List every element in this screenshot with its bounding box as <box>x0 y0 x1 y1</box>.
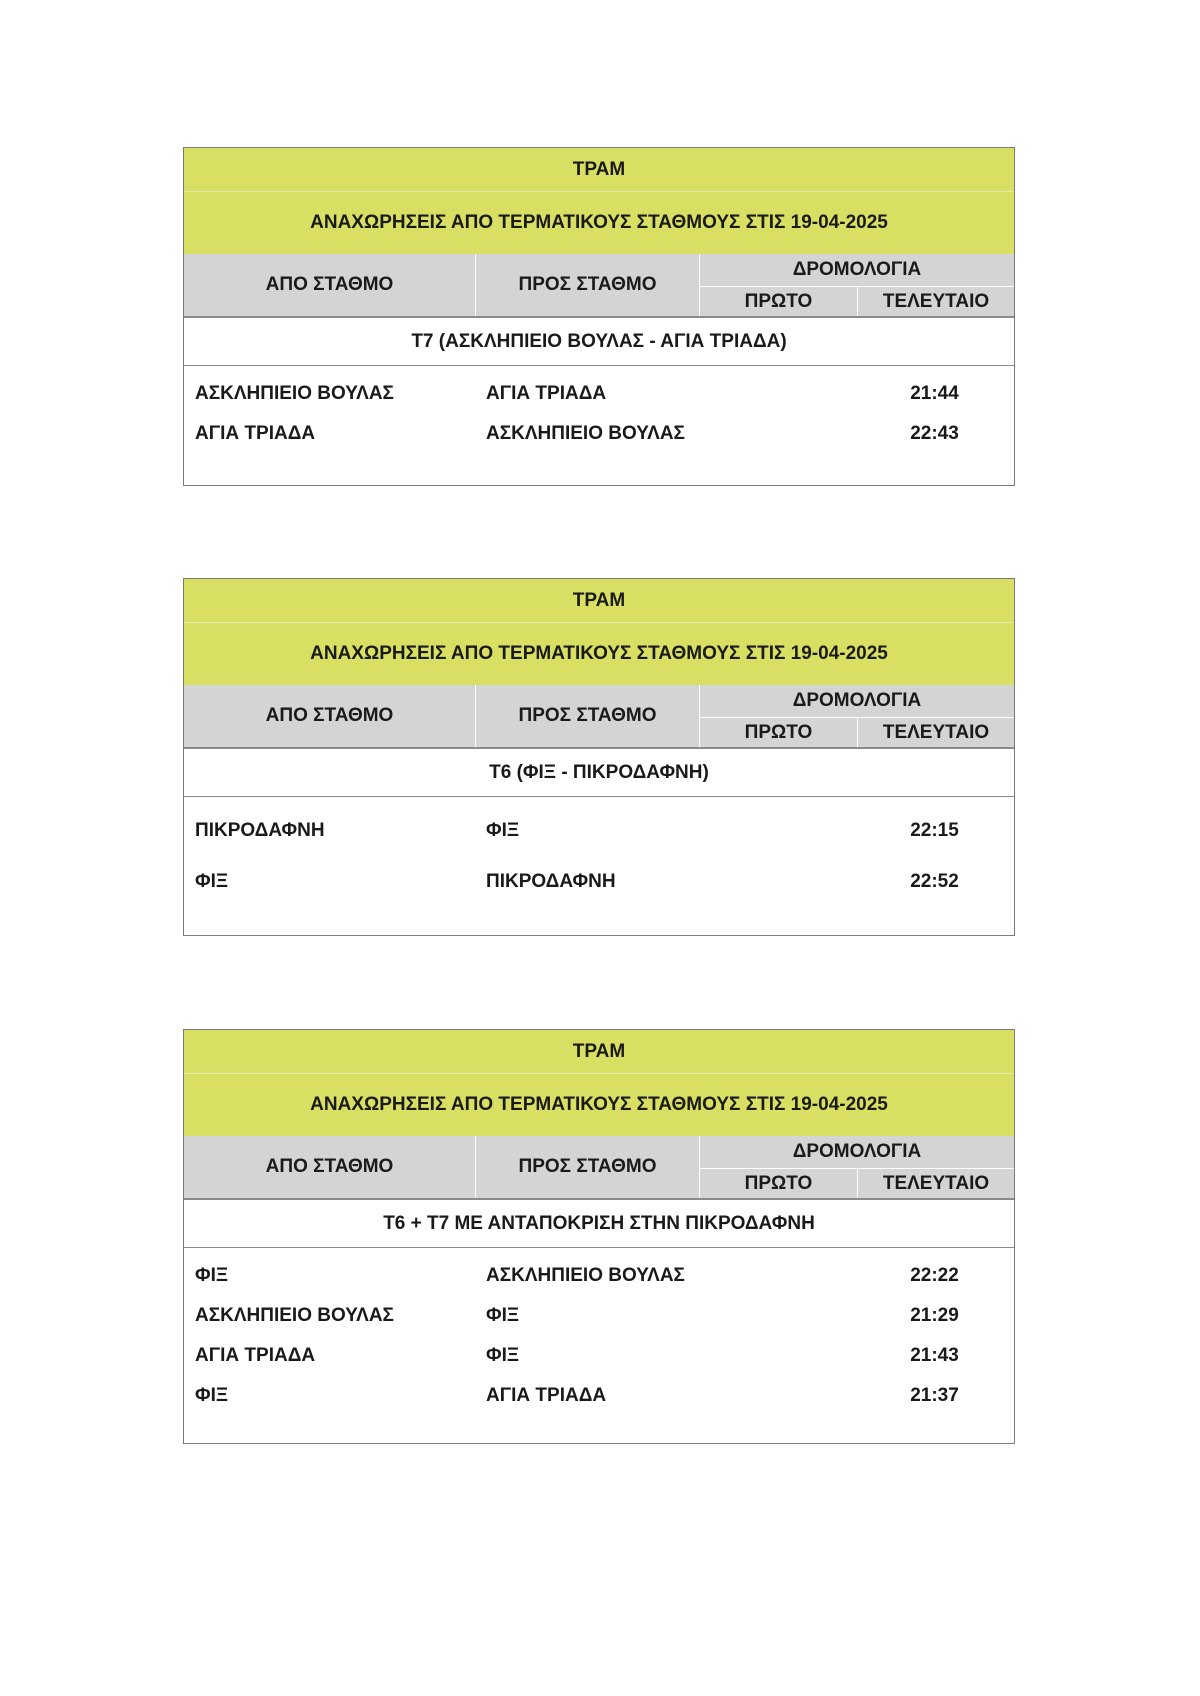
cell-last: 22:43 <box>910 423 959 444</box>
header-last: ΤΕΛΕΥΤΑΙΟ <box>882 721 990 743</box>
header-first: ΠΡΩΤΟ <box>700 718 858 747</box>
cell-to: ΠΙΚΡΟΔΑΦΝΗ <box>486 870 616 892</box>
cell-last: 21:44 <box>910 383 959 404</box>
header-to-station: ΠΡΟΣ ΣΤΑΘΜΟ <box>476 1136 700 1198</box>
header-first: ΠΡΩΤΟ <box>700 287 858 316</box>
column-header-row <box>184 1136 1014 1200</box>
table-row <box>184 1376 1014 1416</box>
table-row <box>184 1256 1014 1296</box>
schedule-title: ΤΡΑΜ <box>184 579 1014 623</box>
cell-from: ΦΙΞ <box>195 1265 229 1286</box>
cell-to: ΑΓΙΑ ΤΡΙΑΔΑ <box>486 383 607 404</box>
header-last: ΤΕΛΕΥΤΑΙΟ <box>882 290 990 312</box>
table-row <box>184 856 1014 907</box>
cell-from: ΦΙΞ <box>195 1385 229 1406</box>
table-row <box>184 414 1014 454</box>
header-to-station: ΠΡΟΣ ΣΤΑΘΜΟ <box>476 685 700 747</box>
header-from-station: ΑΠΟ ΣΤΑΘΜΟ <box>184 1136 476 1198</box>
header-from-station: ΑΠΟ ΣΤΑΘΜΟ <box>184 254 476 316</box>
header-routes-group <box>700 254 1014 316</box>
header-routes-group <box>700 1136 1014 1198</box>
schedule-table-t6-t7 <box>183 1029 1015 1444</box>
table-body <box>184 1248 1014 1416</box>
header-to-station: ΠΡΟΣ ΣΤΑΘΜΟ <box>476 254 700 316</box>
cell-to: ΑΣΚΛΗΠΙΕΙΟ ΒΟΥΛΑΣ <box>486 423 685 444</box>
header-from-station: ΑΠΟ ΣΤΑΘΜΟ <box>184 685 476 747</box>
cell-from: ΑΓΙΑ ΤΡΙΑΔΑ <box>195 1345 316 1366</box>
cell-last: 22:15 <box>910 819 959 841</box>
cell-to: ΑΓΙΑ ΤΡΙΑΔΑ <box>486 1385 607 1406</box>
cell-to: ΑΣΚΛΗΠΙΕΙΟ ΒΟΥΛΑΣ <box>486 1265 685 1286</box>
table-body <box>184 366 1014 454</box>
schedule-subtitle: ΑΝΑΧΩΡΗΣΕΙΣ ΑΠΟ ΤΕΡΜΑΤΙΚΟΥΣ ΣΤΑΘΜΟΥΣ ΣΤΙΣ 19-04-2025 <box>184 623 1014 685</box>
cell-to: ΦΙΞ <box>486 819 520 841</box>
header-routes: ΔΡΟΜΟΛΟΓΙΑ <box>700 685 1014 718</box>
table-row <box>184 1336 1014 1376</box>
cell-last: 21:29 <box>910 1305 959 1326</box>
schedule-title: ΤΡΑΜ <box>184 148 1014 192</box>
table-row <box>184 805 1014 856</box>
cell-from: ΑΓΙΑ ΤΡΙΑΔΑ <box>195 423 316 444</box>
column-header-row <box>184 685 1014 749</box>
cell-last: 22:22 <box>910 1265 959 1286</box>
column-header-row <box>184 254 1014 318</box>
cell-from: ΦΙΞ <box>195 870 229 892</box>
header-routes: ΔΡΟΜΟΛΟΓΙΑ <box>700 254 1014 287</box>
cell-from: ΑΣΚΛΗΠΙΕΙΟ ΒΟΥΛΑΣ <box>195 383 394 404</box>
header-routes: ΔΡΟΜΟΛΟΓΙΑ <box>700 1136 1014 1169</box>
schedule-table-t7 <box>183 147 1015 486</box>
schedule-title: ΤΡΑΜ <box>184 1030 1014 1074</box>
header-routes-sub <box>700 718 1014 747</box>
header-last: ΤΕΛΕΥΤΑΙΟ <box>882 1172 990 1194</box>
line-title: Τ6 (ΦΙΞ - ΠΙΚΡΟΔΑΦΝΗ) <box>184 749 1014 797</box>
cell-last: 21:37 <box>910 1385 959 1406</box>
header-routes-sub <box>700 1169 1014 1198</box>
cell-last: 22:52 <box>910 870 959 892</box>
cell-from: ΑΣΚΛΗΠΙΕΙΟ ΒΟΥΛΑΣ <box>195 1305 394 1326</box>
table-row <box>184 374 1014 414</box>
cell-last: 21:43 <box>910 1345 959 1366</box>
cell-to: ΦΙΞ <box>486 1345 520 1366</box>
table-body <box>184 797 1014 907</box>
cell-to: ΦΙΞ <box>486 1305 520 1326</box>
header-routes-sub <box>700 287 1014 316</box>
schedule-subtitle: ΑΝΑΧΩΡΗΣΕΙΣ ΑΠΟ ΤΕΡΜΑΤΙΚΟΥΣ ΣΤΑΘΜΟΥΣ ΣΤΙΣ 19-04-2025 <box>184 1074 1014 1136</box>
header-routes-group <box>700 685 1014 747</box>
schedule-table-t6 <box>183 578 1015 936</box>
cell-from: ΠΙΚΡΟΔΑΦΝΗ <box>195 819 325 841</box>
line-title: Τ7 (ΑΣΚΛΗΠΙΕΙΟ ΒΟΥΛΑΣ - ΑΓΙΑ ΤΡΙΑΔΑ) <box>184 318 1014 366</box>
line-title: Τ6 + Τ7 ΜΕ ΑΝΤΑΠΟΚΡΙΣΗ ΣΤΗΝ ΠΙΚΡΟΔΑΦΝΗ <box>184 1200 1014 1248</box>
header-first: ΠΡΩΤΟ <box>700 1169 858 1198</box>
schedule-subtitle: ΑΝΑΧΩΡΗΣΕΙΣ ΑΠΟ ΤΕΡΜΑΤΙΚΟΥΣ ΣΤΑΘΜΟΥΣ ΣΤΙΣ 19-04-2025 <box>184 192 1014 254</box>
table-row <box>184 1296 1014 1336</box>
